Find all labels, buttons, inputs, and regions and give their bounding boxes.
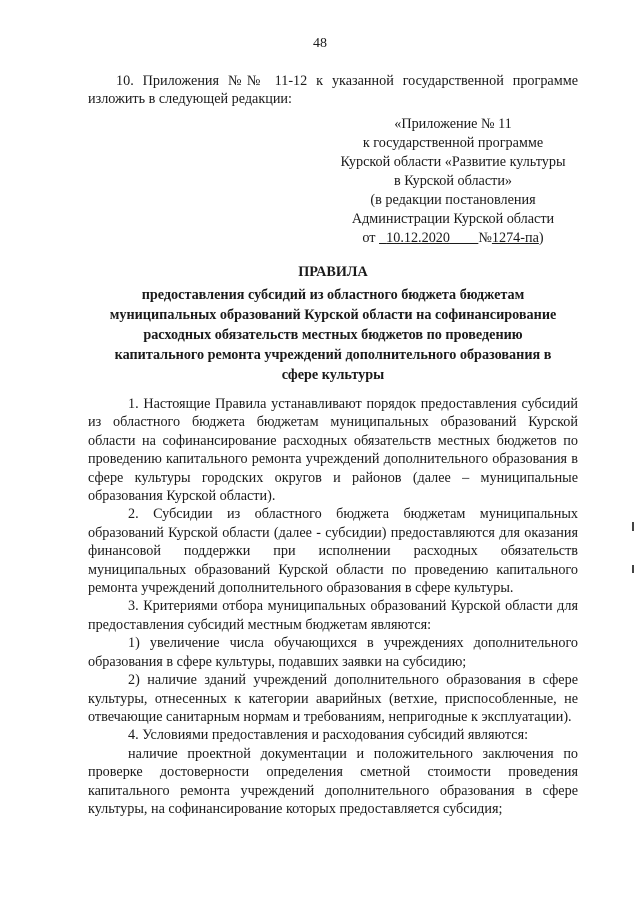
paragraph-criterion-2: 2) наличие зданий учреждений дополнительного образования в сфере культуры, отнесенных к категории аварийных (ветхие, приспособленные, не отвечающие санитарным нормам и требованиям, непригодные к эксплуатации). [88, 672, 578, 725]
date-prefix: от [362, 230, 376, 246]
page-number: 48 [313, 36, 327, 51]
appendix-line-1: «Приложение № 11 [394, 116, 512, 132]
title-line-3: расходных обязательств местных бюджетов по проведению [143, 327, 523, 343]
document-title [88, 262, 578, 385]
title-line-1: предоставления субсидий из областного бюджета бюджетам [141, 287, 525, 303]
scan-margin-mark [632, 565, 634, 573]
document-body [88, 395, 578, 818]
appendix-line-3: Курской области «Развитие культуры [340, 154, 566, 170]
appendix-line-5: (в редакции постановления [370, 192, 536, 208]
scan-margin-mark [632, 522, 634, 531]
appendix-date-line [318, 229, 588, 248]
decree-date: 10.12.2020 [386, 230, 450, 246]
paragraph-condition-1: наличие проектной документации и положительного заключения по проверке достоверности определения сметной стоимости проведения капитального ремонта учреждений дополнительного образования в сфере культуры, на софинансирование которых предоставляется субсидия; [88, 745, 578, 817]
appendix-line-2: к государственной программе [362, 135, 544, 151]
intro-text: 10. Приложения №№ 11-12 к указанной государственной программе изложить в следующей редакции: [88, 73, 578, 107]
appendix-line-4: в Курской области» [393, 173, 513, 189]
paragraph-2: 2. Субсидии из областного бюджета бюджетам муниципальных образований Курской области (далее - субсидии) предоставляются для оказания финансовой поддержки при исполнении расходных обязательств муниципальных образований Курской области по проведению капитального ремонта учреждений дополнительного образования в сфере культуры. [88, 506, 578, 597]
appendix-header [318, 115, 588, 248]
title-line-5: сфере культуры [281, 367, 385, 383]
paragraph-1: 1. Настоящие Правила устанавливают порядок предоставления субсидий из областного бюджета бюджетам муниципальных образований Курской области на софинансирование расходных обязательств местных бюджетов по проведению капитального ремонта учреждений дополнительного образования в сфере культуры городских округов и районов (далее – муниципальные образования Курской области). [88, 396, 578, 505]
number-prefix: № [478, 230, 492, 246]
paragraph-3: 3. Критериями отбора муниципальных образований Курской области для предоставления субсидий местным бюджетам являются: [88, 598, 578, 633]
intro-paragraph [88, 72, 578, 108]
title-line-4: капитального ремонта учреждений дополнительного образования в [114, 347, 552, 363]
title-main: ПРАВИЛА [298, 264, 368, 280]
decree-number: 1274-па [491, 230, 539, 246]
appendix-suffix: ) [538, 230, 544, 246]
paragraph-4: 4. Условиями предоставления и расходования субсидий являются: [128, 727, 529, 744]
appendix-line-6: Администрации Курской области [351, 211, 555, 227]
title-line-2: муниципальных образований Курской области на софинансирование [109, 307, 557, 323]
paragraph-criterion-1: 1) увеличение числа обучающихся в учреждениях дополнительного образования в сфере культуры, подавших заявки на субсидию; [88, 635, 578, 670]
